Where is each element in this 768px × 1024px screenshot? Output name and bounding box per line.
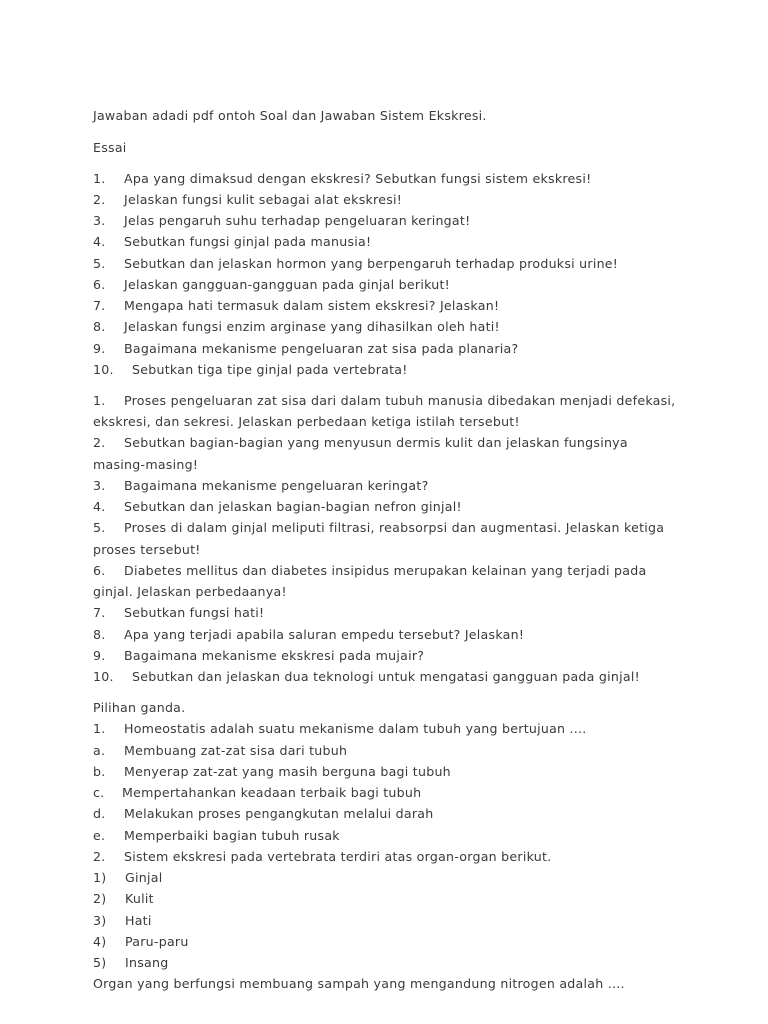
intro-line: Jawaban adadi pdf ontoh Soal dan Jawaban Sistem Ekskresi. [93, 108, 487, 123]
essai-heading: Essai [93, 140, 127, 155]
list-item-continuation: ekskresi, dan sekresi. Jelaskan perbedaan ketiga istilah tersebut! [93, 414, 520, 429]
list-item-continuation: ginjal. Jelaskan perbedaanya! [93, 584, 287, 599]
question-stem: Organ yang berfungsi membuang sampah yang mengandung nitrogen adalah .... [93, 976, 625, 991]
document-page: Jawaban adadi pdf ontoh Soal dan Jawaban Sistem Ekskresi. Essai 1. Apa yang dimaksud dengan ekskresi? Sebutkan fungsi sistem ekskresi! 2. Jelaskan fungsi kulit sebagai alat ekskresi! 3. Jelas pengaruh suhu terhadap pengeluaran keringat! 4. Sebutkan fungsi ginjal pada manusia! 5. Sebutkan dan jelaskan hormon yang berpengaruh terhadap produksi urine! 6. Jelaskan gangguan-gangguan pada ginjal berikut! 7. Mengapa hati termasuk dalam sistem ekskresi? Jelaskan! 8. Jelaskan fungsi enzim arginase yang dihasilkan oleh hati! 9. Bagaimana mekanisme pengeluaran zat sisa pada planaria? 10. Sebutkan tiga tipe ginjal pada vertebrata! 1. Proses pengeluaran zat sisa dari dalam tubuh manusia dibedakan menjadi defekasi, ekskresi, dan sekresi. Jelaskan perbedaan ketiga istilah tersebut! 2. Sebutkan bagian-bagian yang menyusun dermis kulit dan jelaskan fungsinya masing-masing! 3. Bagaimana mekanisme pengeluaran keringat? 4. Sebutkan dan jelaskan bagian-bagian nefron ginjal! 5. Proses di dalam ginjal meliputi filtrasi, reabsorpsi dan augmentasi. Jelaskan ketiga proses tersebut! 6. Diabetes mellitus dan diabetes insipidus merupakan kelainan yang terjadi pada ginjal. Jelaskan perbedaanya! 7. Sebutkan fungsi hati! 8. Apa yang terjadi apabila saluran empedu tersebut? Jelaskan! 9. Bagaimana mekanisme ekskresi pada mujair? 10. Sebutkan dan jelaskan dua teknologi untuk mengatasi gangguan pada ginjal! Pilihan ganda. 1. Homeostatis adalah suatu mekanisme dalam tubuh yang bertujuan .... a. Membuang zat-zat sisa dari tubuh b. Menyerap zat-zat yang masih berguna bagi tubuh c. Mempertahankan keadaan terbaik bagi tubuh d. Melakukan proses pengangkutan melalui darah e. Memperbaiki bagian tubuh rusak 2. Sistem ekskresi pada vertebrata terdiri atas organ-organ berikut. 1) Ginjal 2) Kulit 3) Hati 4) Paru-paru 5) Insang Organ yang berfungsi membuang sampah yang mengandung nitrogen adalah .... [93, 108, 676, 991]
pilihan-heading: Pilihan ganda. [93, 700, 186, 715]
list-item-continuation: masing-masing! [93, 457, 199, 472]
list-item-continuation: proses tersebut! [93, 542, 201, 557]
